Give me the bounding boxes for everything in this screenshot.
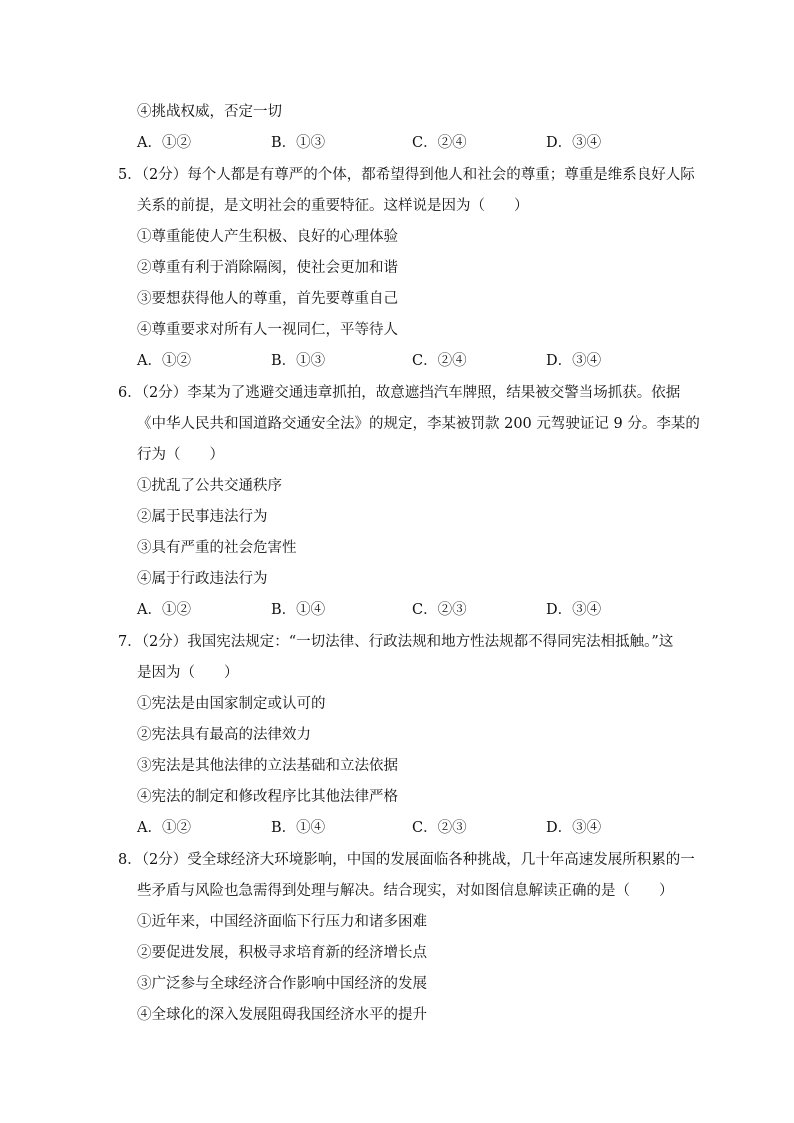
q6-option-1: ①扰乱了公共交通秩序: [137, 478, 282, 494]
q8-option-3: ③广泛参与全球经济合作影响中国经济的发展: [137, 976, 427, 992]
q6-stem-line-1: 6．（2分）李某为了逃避交通违章抓拍，故意遮挡汽车牌照，结果被交警当场抓获。依据: [118, 385, 681, 401]
q6-option-4: ④属于行政违法行为: [137, 571, 268, 587]
prev-question-choice-d[interactable]: D．③④: [546, 135, 602, 151]
q8-option-4: ④全球化的深入发展阻碍我国经济水平的提升: [137, 1007, 427, 1023]
q7-choice-a[interactable]: A．①②: [137, 820, 191, 836]
q8-stem-line-1: 8．（2分）受全球经济大环境影响，中国的发展面临各种挑战，几十年高速发展所积累的一: [118, 852, 695, 868]
q6-choice-b[interactable]: B．①④: [271, 602, 326, 618]
q5-option-1: ①尊重能使人产生积极、良好的心理体验: [137, 229, 398, 245]
q6-choice-c[interactable]: C．②③: [412, 602, 467, 618]
q5-choice-a[interactable]: A．①②: [137, 353, 191, 369]
q7-stem-line-1: 7．（2分）我国宪法规定：“一切法律、行政法规和地方性法规都不得同宪法相抵触。”这: [118, 634, 674, 650]
q8-stem-line-2: 些矛盾与风险也急需得到处理与解决。结合现实，对如图信息解读正确的是（ ）: [137, 883, 674, 899]
prev-question-choice-c[interactable]: C．②④: [412, 135, 467, 151]
q7-choice-c[interactable]: C．②③: [412, 820, 467, 836]
q6-option-2: ②属于民事违法行为: [137, 509, 268, 525]
prev-question-choice-a[interactable]: A．①②: [137, 135, 191, 151]
q6-option-3: ③具有严重的社会危害性: [137, 540, 297, 556]
q6-stem-line-3: 行为（ ）: [137, 447, 224, 463]
q5-choice-b[interactable]: B．①③: [271, 353, 326, 369]
q7-choice-d[interactable]: D．③④: [546, 820, 602, 836]
q7-choice-b[interactable]: B．①④: [271, 820, 326, 836]
q5-option-2: ②尊重有利于消除隔阂，使社会更加和谐: [137, 260, 398, 276]
q5-choice-c[interactable]: C．②④: [412, 353, 467, 369]
q7-option-2: ②宪法具有最高的法律效力: [137, 727, 311, 743]
q6-stem-line-2: 《中华人民共和国道路交通安全法》的规定，李某被罚款 200 元驾驶证记 9 分。李某的: [137, 416, 700, 432]
q7-stem-line-2: 是因为（ ）: [137, 665, 239, 681]
q7-option-1: ①宪法是由国家制定或认可的: [137, 696, 326, 712]
q7-option-3: ③宪法是其他法律的立法基础和立法依据: [137, 758, 398, 774]
q6-choice-a[interactable]: A．①②: [137, 602, 191, 618]
q5-option-3: ③要想获得他人的尊重，首先要尊重自己: [137, 291, 398, 307]
q8-option-1: ①近年来，中国经济面临下行压力和诸多困难: [137, 914, 427, 930]
q5-stem-line-2: 关系的前提，是文明社会的重要特征。这样说是因为（ ）: [137, 198, 529, 214]
q5-option-4: ④尊重要求对所有人一视同仁，平等待人: [137, 322, 398, 338]
q8-option-2: ②要促进发展，积极寻求培育新的经济增长点: [137, 945, 427, 961]
q7-option-4: ④宪法的制定和修改程序比其他法律严格: [137, 789, 398, 805]
q6-choice-d[interactable]: D．③④: [546, 602, 602, 618]
prev-question-choice-b[interactable]: B．①③: [271, 135, 326, 151]
q5-choice-d[interactable]: D．③④: [546, 353, 602, 369]
prev-question-option-4: ④挑战权威，否定一切: [137, 104, 282, 120]
q5-stem-line-1: 5．（2分）每个人都是有尊严的个体，都希望得到他人和社会的尊重；尊重是维系良好人际: [118, 167, 695, 183]
